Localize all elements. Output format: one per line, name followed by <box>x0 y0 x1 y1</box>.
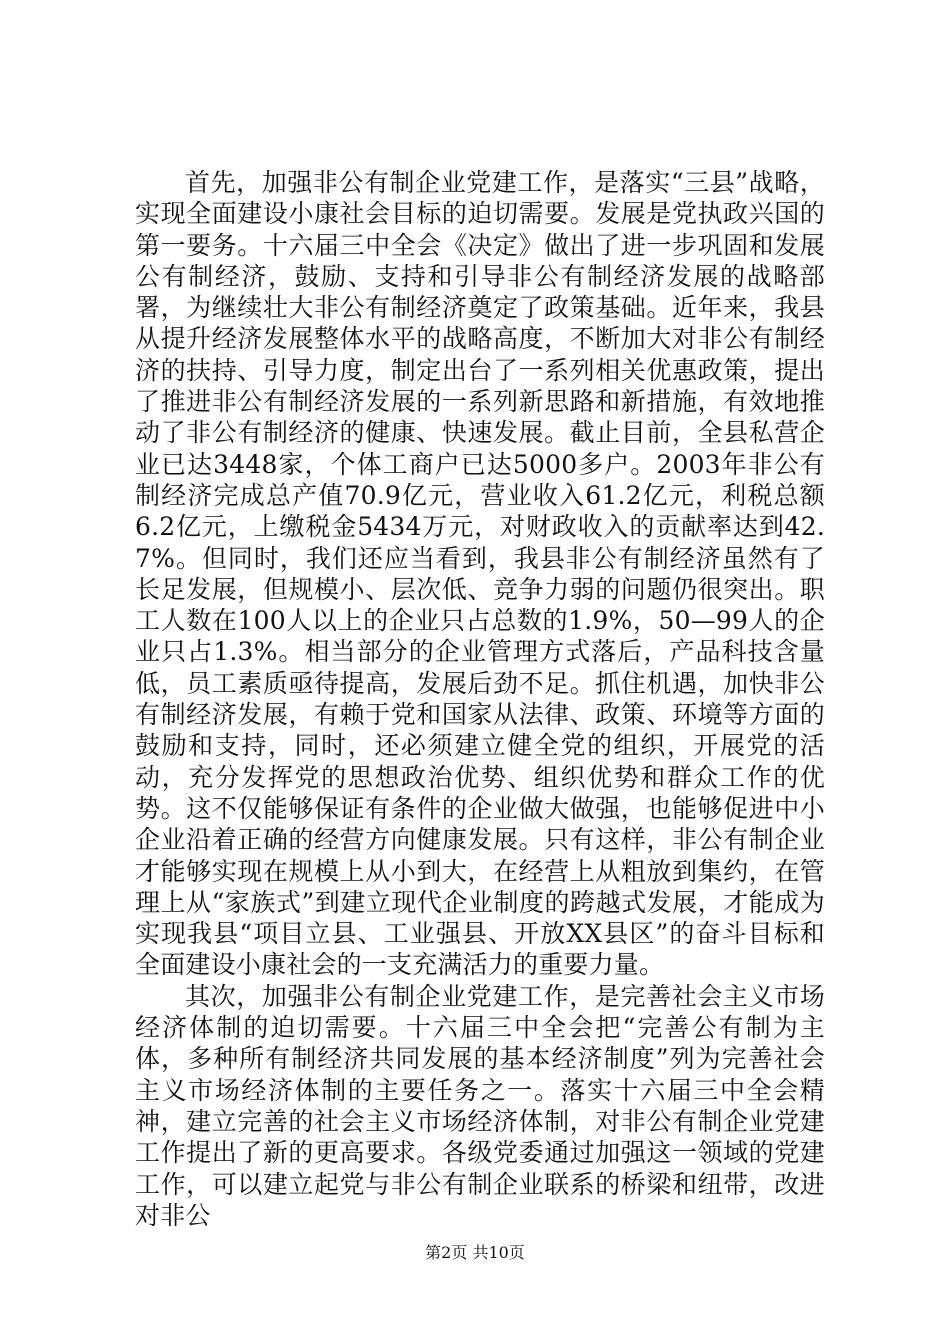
page-number-footer: 第2页 共10页 <box>425 1243 525 1262</box>
paragraph-2: 其次，加强非公有制企业党建工作，是完善社会主义市场经济体制的迫切需要。十六届三中全会把“完善公有制为主体，多种所有制经济共同发展的基本经济制度”列为完善社会主义市场经济体制的主要任务之一。落实十六届三中全会精神，建立完善的社会主义市场经济体制，对非公有制企业党建工作提出了新的更高要求。各级党委通过加强这一领域的党建工作，可以建立起党与非公有制企业联系的桥梁和纽带，改进对非公 <box>135 981 825 1230</box>
document-body <box>135 167 825 1231</box>
paragraph-1: 首先，加强非公有制企业党建工作，是落实“三县”战略，实现全面建设小康社会目标的迫切需要。发展是党执政兴国的第一要务。十六届三中全会《决定》做出了进一步巩固和发展公有制经济，鼓励、支持和引导非公有制经济发展的战略部署，为继续壮大非公有制经济奠定了政策基础。近年来，我县从提升经济发展整体水平的战略高度，不断加大对非公有制经济的扶持、引导力度，制定出台了一系列相关优惠政策，提出了推进非公有制经济发展的一系列新思路和新措施，有效地推动了非公有制经济的健康、快速发展。截止目前，全县私营企业已达3448家，个体工商户已达5000多户。2003年非公有制经济完成总产值70.9亿元，营业收入61.2亿元，利税总额6.2亿元，上缴税金5434万元，对财政收入的贡献率达到42.7%。但同时，我们还应当看到，我县非公有制经济虽然有了长足发展，但规模小、层次低、竞争力弱的问题仍很突出。职工人数在100人以上的企业只占总数的1.9%，50—99人的企业只占1.3%。相当部分的企业管理方式落后，产品科技含量低，员工素质亟待提高，发展后劲不足。抓住机遇，加快非公有制经济发展，有赖于党和国家从法律、政策、环境等方面的鼓励和支持，同时，还必须建立健全党的组织，开展党的活动，充分发挥党的思想政治优势、组织优势和群众工作的优势。这不仅能够保证有条件的企业做大做强，也能够促进中小企业沿着正确的经营方向健康发展。只有这样，非公有制企业才能够实现在规模上从小到大，在经营上从粗放到集约，在管理上从“家族式”到建立现代企业制度的跨越式发展，才能成为实现我县“项目立县、工业强县、开放XX县区”的奋斗目标和全面建设小康社会的一支充满活力的重要力量。 <box>135 168 825 980</box>
